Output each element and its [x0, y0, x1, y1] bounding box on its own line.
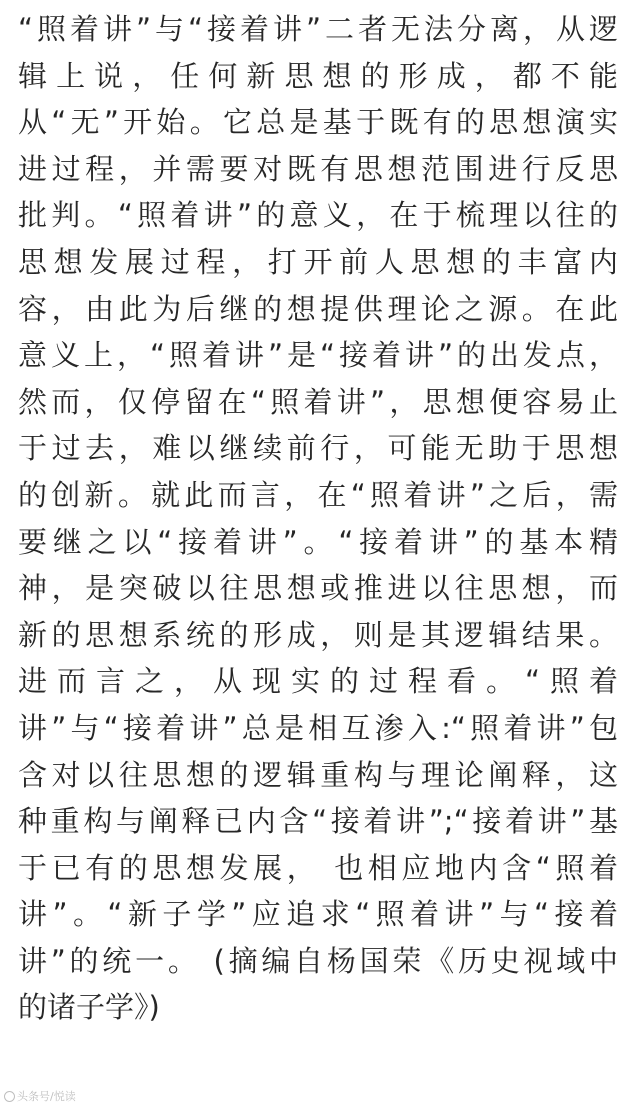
text-line-21: 讲”的统一。 (摘编自杨国荣《历史视域中: [18, 943, 618, 978]
text-line-3: 从“无”开始。它总是基于既有的思想演实: [18, 105, 618, 140]
text-line-6: 思想发展过程，打开前人思想的丰富内: [18, 244, 618, 279]
text-line-19: 于已有的思想发展， 也相应地内含“照着: [18, 850, 618, 885]
article-text: [18, 6, 618, 1031]
text-line-14: 新的思想系统的形成，则是其逻辑结果。: [18, 617, 618, 652]
text-line-4: 进过程，并需要对既有思想范围进行反思: [18, 151, 618, 186]
watermark-text: 头条号/悦读: [17, 1090, 76, 1103]
text-line-16: 讲”与“接着讲”总是相互渗入:“照着讲”包: [18, 710, 618, 745]
text-line-8: 意义上，“照着讲”是“接着讲”的出发点，: [18, 338, 618, 373]
text-line-7: 容，由此为后继的想提供理论之源。在此: [18, 291, 618, 326]
text-line-10: 于过去，难以继续前行，可能无助于思想: [18, 431, 618, 466]
text-line-1: “照着讲”与“接着讲”二者无法分离，从逻: [18, 12, 618, 46]
text-line-13: 神，是突破以往思想或推进以往思想，而: [18, 571, 618, 606]
text-line-18: 种重构与阐释已内含“接着讲”;“接着讲”基: [18, 804, 618, 839]
text-line-11: 的创新。就此而言，在“照着讲”之后，需: [18, 477, 618, 512]
text-line-12: 要继之以“接着讲”。“接着讲”的基本精: [18, 524, 618, 559]
text-line-9: 然而，仅停留在“照着讲”，思想便容易止: [18, 384, 618, 419]
text-line-17: 含对以往思想的逻辑重构与理论阐释，这: [18, 757, 618, 792]
text-line-2: 辑上说，任何新思想的形成，都不能: [18, 58, 618, 93]
text-line-20: 讲”。“新子学”应追求“照着讲”与“接着: [18, 897, 618, 932]
watermark-logo-icon: [4, 1091, 15, 1102]
text-line-22: 的诸子学》): [18, 990, 160, 1025]
text-line-5: 批判。“照着讲”的意义，在于梳理以往的: [18, 198, 618, 233]
text-line-15: 进而言之，从现实的过程看。“照着: [18, 664, 618, 699]
watermark: [4, 1088, 76, 1104]
